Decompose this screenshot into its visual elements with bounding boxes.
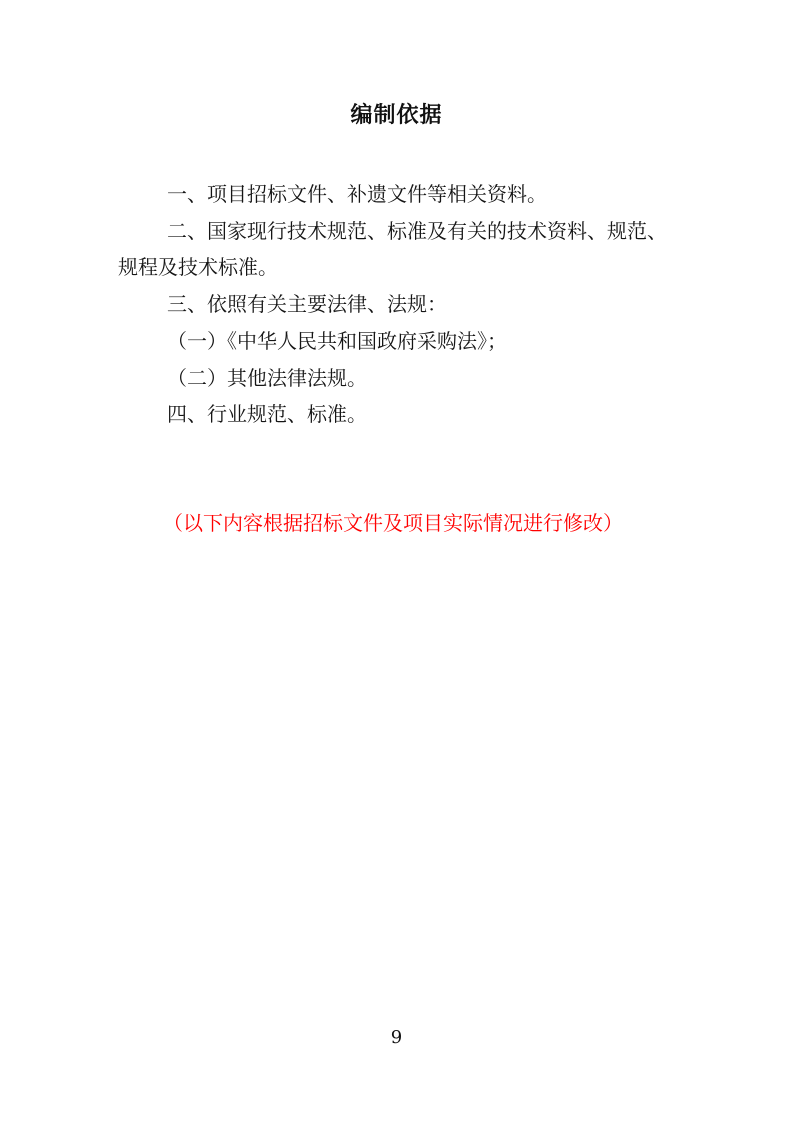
body-line: 二、国家现行技术规范、标准及有关的技术资料、规范、 xyxy=(167,218,667,243)
body-line: 四、行业规范、标准。 xyxy=(167,402,367,427)
body-line: 规程及技术标准。 xyxy=(118,255,278,280)
page-title: 编制依据 xyxy=(350,103,443,128)
revision-note: （以下内容根据招标文件及项目实际情况进行修改） xyxy=(163,511,623,535)
body-line: 一、项目招标文件、补遗文件等相关资料。 xyxy=(167,182,547,206)
body-text xyxy=(118,176,677,433)
body-line: （一）《中华人民共和国政府采购法》； xyxy=(167,328,507,353)
page-number: 9 xyxy=(390,1027,403,1048)
body-line: 三、依照有关主要法律、法规： xyxy=(167,292,447,317)
body-line: （二）其他法律法规。 xyxy=(167,365,367,390)
